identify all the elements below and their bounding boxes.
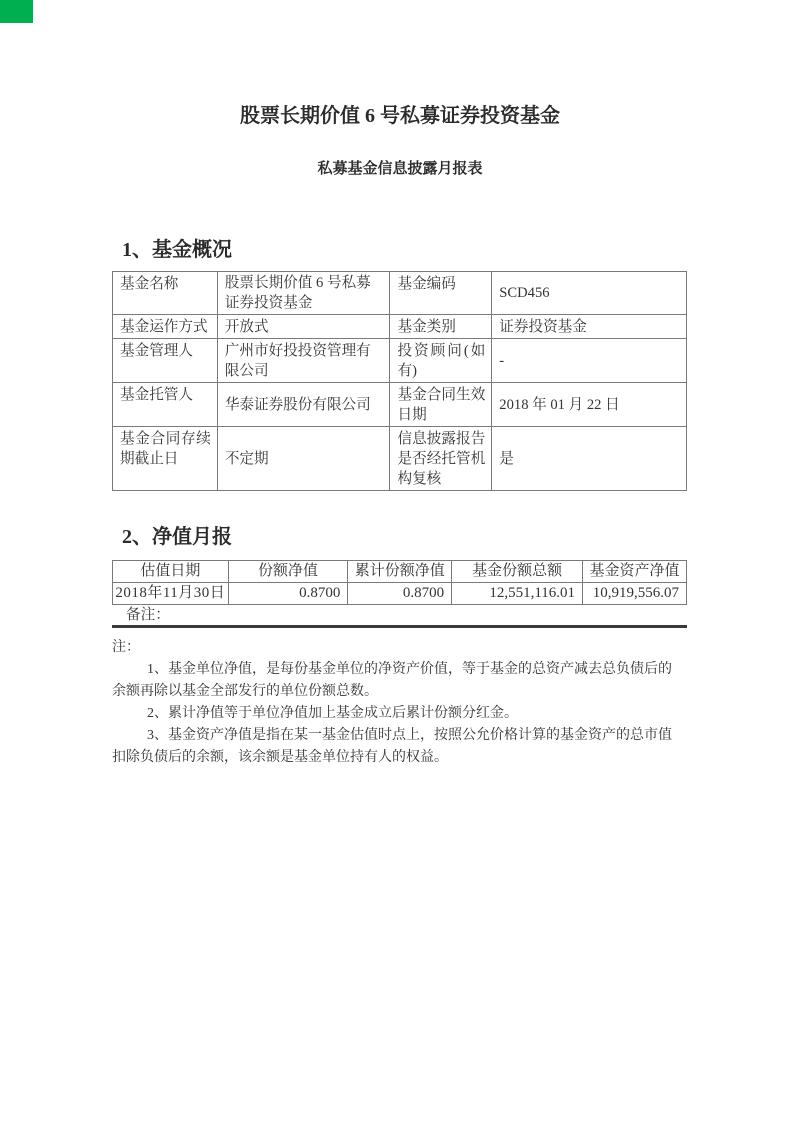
column-header: 基金资产净值 <box>583 561 687 583</box>
overview-label: 基金编码 <box>390 272 492 315</box>
column-header: 份额净值 <box>228 561 348 583</box>
doc-subtitle: 私募基金信息披露月报表 <box>317 161 483 177</box>
overview-label: 基金名称 <box>113 272 218 315</box>
overview-label: 基金合同存续期截止日 <box>113 427 218 491</box>
overview-label: 基金托管人 <box>113 383 218 427</box>
table-row <box>113 583 687 605</box>
total-shares: 12,551,116.01 <box>452 583 583 605</box>
overview-label: 基金管理人 <box>113 339 218 383</box>
note-line: 2、累计净值等于单位净值加上基金成立后累计份额分红金。 <box>147 706 518 721</box>
note-line: 1、基金单位净值，是每份基金单位的净资产价值，等于基金的总资产减去总负债后的 <box>147 662 672 677</box>
section-2-heading: 2、净值月报 <box>122 526 232 548</box>
column-header: 基金份额总额 <box>452 561 583 583</box>
table-row <box>113 427 687 491</box>
valuation-date: 2018年11月30日 <box>113 583 229 605</box>
note-line: 余额再除以基金全部发行的单位份额总数。 <box>112 684 378 699</box>
total-net-assets: 10,919,556.07 <box>583 583 687 605</box>
notes-label: 注： <box>112 640 140 655</box>
column-header: 估值日期 <box>113 561 229 583</box>
doc-title: 股票长期价值 6 号私募证券投资基金 <box>240 105 560 127</box>
cumulative-nav: 0.8700 <box>348 583 452 605</box>
overview-value: 股票长期价值 6 号私募证券投资基金 <box>217 272 390 315</box>
nav-table <box>112 560 687 605</box>
overview-label: 基金类别 <box>390 315 492 339</box>
overview-value: 是 <box>492 427 687 491</box>
table-row <box>113 272 687 315</box>
table-header-row <box>113 561 687 583</box>
note-line: 3、基金资产净值是指在某一基金估值时点上，按照公允价格计算的基金资产的总市值 <box>147 728 672 743</box>
overview-label: 信息披露报告是否经托管机构复核 <box>390 427 492 491</box>
overview-value: 广州市好投投资管理有限公司 <box>217 339 390 383</box>
overview-value: - <box>492 339 687 383</box>
fund-overview-table <box>112 271 687 491</box>
notes-section <box>112 637 688 769</box>
overview-value: 华泰证券股份有限公司 <box>217 383 390 427</box>
table-row <box>113 339 687 383</box>
overview-value: 不定期 <box>217 427 390 491</box>
nav-per-share: 0.8700 <box>228 583 348 605</box>
column-header: 累计份额净值 <box>348 561 452 583</box>
table-row <box>113 315 687 339</box>
page-marker <box>0 0 33 23</box>
overview-label: 基金运作方式 <box>113 315 218 339</box>
table-row <box>113 383 687 427</box>
overview-value: 证券投资基金 <box>492 315 687 339</box>
overview-label: 投资顾问(如有) <box>390 339 492 383</box>
overview-label: 基金合同生效日期 <box>390 383 492 427</box>
remark-row: 备注： <box>112 605 687 628</box>
overview-value: SCD456 <box>492 272 687 315</box>
section-1-heading: 1、基金概况 <box>122 239 232 261</box>
note-line: 扣除负债后的余额，该余额是基金单位持有人的权益。 <box>112 750 448 765</box>
overview-value: 开放式 <box>217 315 390 339</box>
doc-content <box>112 237 688 769</box>
overview-value: 2018 年 01 月 22 日 <box>492 383 687 427</box>
